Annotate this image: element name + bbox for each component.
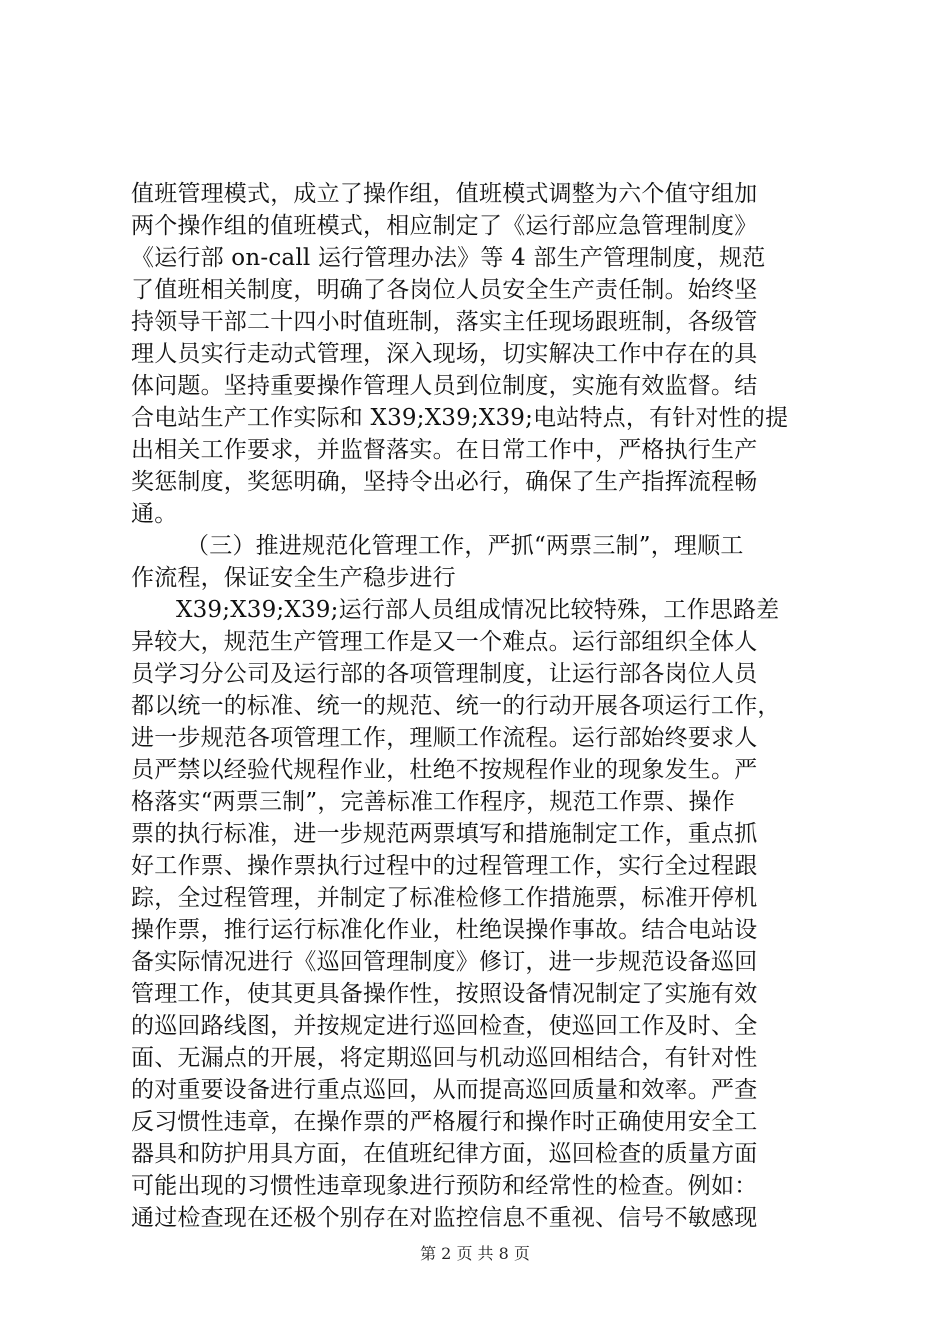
text-line: 可能出现的习惯性违章现象进行预防和经常性的检查。例如： [131, 1173, 758, 1199]
text-line: 《运行部 on-call 运行管理办法》等 4 部生产管理制度，规范 [131, 245, 766, 271]
section-heading-line: （三）推进规范化管理工作，严抓“两票三制”，理顺工 [186, 533, 744, 559]
document-body [131, 178, 831, 1234]
text-line: 两个操作组的值班模式，相应制定了《运行部应急管理制度》 [131, 213, 758, 239]
section-heading-line: 作流程，保证安全生产稳步进行 [131, 565, 456, 591]
text-line: 了值班相关制度，明确了各岗位人员安全生产责任制。始终坚 [131, 277, 758, 303]
page-number-footer: 第 2 页 共 8 页 [420, 1244, 530, 1263]
text-line: 理人员实行走动式管理，深入现场，切实解决工作中存在的具 [131, 341, 758, 367]
text-line: 员严禁以经验代规程作业，杜绝不按规程作业的现象发生。严 [131, 757, 758, 783]
text-line: 面、无漏点的开展，将定期巡回与机动巡回相结合，有针对性 [131, 1045, 758, 1071]
text-line: 的对重要设备进行重点巡回，从而提高巡回质量和效率。严查 [131, 1077, 758, 1103]
text-line: 合电站生产工作实际和 X39;X39;X39;电站特点，有针对性的提 [131, 405, 789, 431]
text-line: 异较大，规范生产管理工作是又一个难点。运行部组织全体人 [131, 629, 758, 655]
text-line: 格落实“两票三制”，完善标准工作程序，规范工作票、操作 [131, 789, 735, 815]
text-line: 的巡回路线图，并按规定进行巡回检查，使巡回工作及时、全 [131, 1013, 758, 1039]
text-line: 持领导干部二十四小时值班制，落实主任现场跟班制，各级管 [131, 309, 758, 335]
text-line: 都以统一的标准、统一的规范、统一的行动开展各项运行工作， [131, 693, 781, 719]
text-line: 票的执行标准，进一步规范两票填写和措施制定工作，重点抓 [131, 821, 758, 847]
text-line: 器具和防护用具方面，在值班纪律方面，巡回检查的质量方面 [131, 1141, 758, 1167]
text-line: 值班管理模式，成立了操作组，值班模式调整为六个值守组加 [131, 181, 758, 207]
text-line: 操作票，推行运行标准化作业，杜绝误操作事故。结合电站设 [131, 917, 758, 943]
paragraph-first-line: X39;X39;X39;运行部人员组成情况比较特殊，工作思路差 [176, 597, 780, 623]
text-line: 反习惯性违章，在操作票的严格履行和操作时正确使用安全工 [131, 1109, 758, 1135]
text-line: 通过检查现在还极个别存在对监控信息不重视、信号不敏感现 [131, 1205, 758, 1231]
text-line: 进一步规范各项管理工作，理顺工作流程。运行部始终要求人 [131, 725, 758, 751]
text-line: 踪，全过程管理，并制定了标准检修工作措施票，标准开停机 [131, 885, 758, 911]
text-line: 员学习分公司及运行部的各项管理制度，让运行部各岗位人员 [131, 661, 758, 687]
text-line: 通。 [131, 501, 178, 527]
text-line: 奖惩制度，奖惩明确，坚持令出必行，确保了生产指挥流程畅 [131, 469, 758, 495]
text-line: 好工作票、操作票执行过程中的过程管理工作，实行全过程跟 [131, 853, 758, 879]
text-line: 出相关工作要求，并监督落实。在日常工作中，严格执行生产 [131, 437, 758, 463]
text-line: 管理工作，使其更具备操作性，按照设备情况制定了实施有效 [131, 981, 758, 1007]
text-line: 备实际情况进行《巡回管理制度》修订，进一步规范设备巡回 [131, 949, 758, 975]
text-line: 体问题。坚持重要操作管理人员到位制度，实施有效监督。结 [131, 373, 758, 399]
